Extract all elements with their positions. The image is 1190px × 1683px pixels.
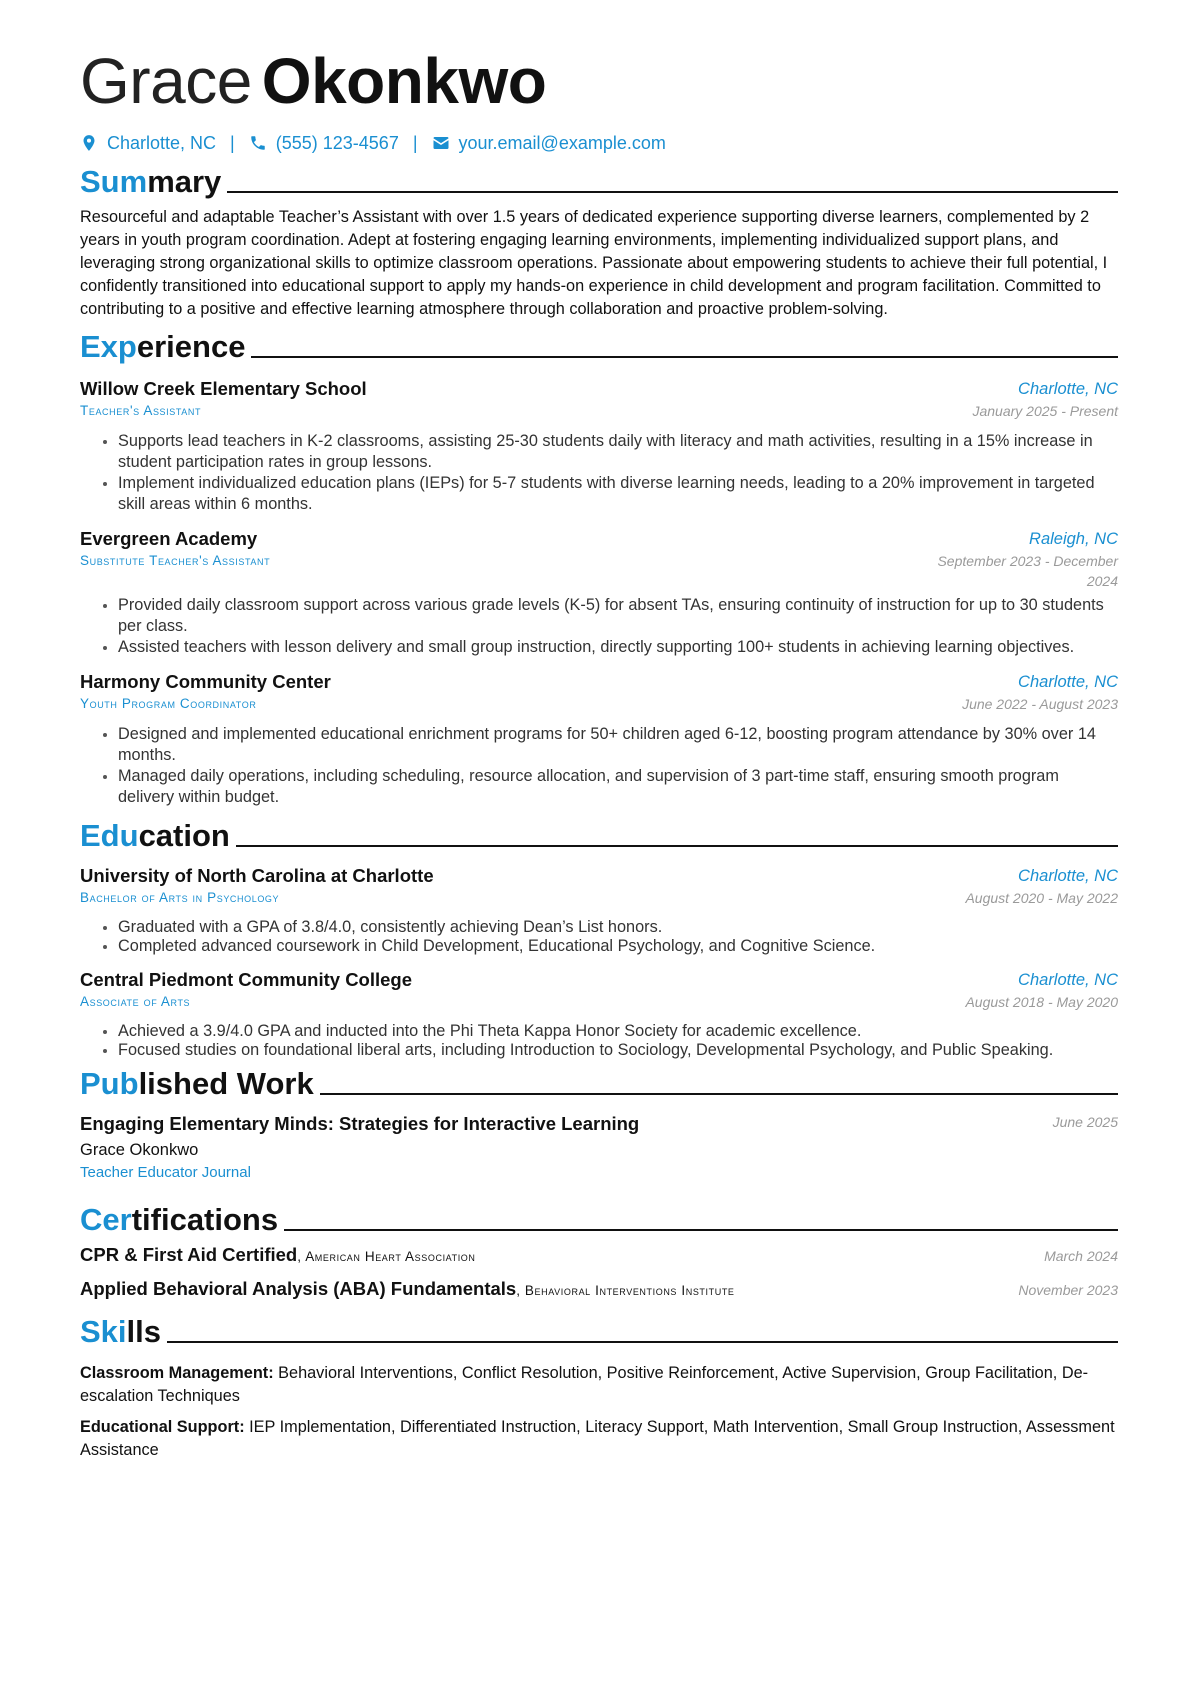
entry-location: Charlotte, NC — [1018, 380, 1118, 398]
section-rule — [320, 1093, 1118, 1095]
certifications-heading — [80, 1202, 1118, 1238]
section-rule — [284, 1229, 1118, 1231]
entry-location: Charlotte, NC — [1018, 673, 1118, 691]
first-name: Grace — [80, 45, 252, 117]
skill-row — [80, 1362, 1118, 1408]
certification-date: March 2024 — [1044, 1248, 1118, 1264]
section-title: Published Work — [80, 1066, 314, 1101]
entry-dates: January 2025 - Present — [972, 403, 1118, 419]
section-rule — [167, 1341, 1118, 1343]
institution-name: University of North Carolina at Charlotte — [80, 865, 434, 886]
entry-dates: June 2022 - August 2023 — [962, 696, 1118, 712]
last-name: Okonkwo — [261, 45, 547, 117]
certification-item: Applied Behavioral Analysis (ABA) Fundamentals, Behavioral Interventions Institute November 2023 — [80, 1278, 1118, 1299]
institution-name: Central Piedmont Community College — [80, 969, 413, 990]
bullet-list — [80, 595, 1118, 658]
bullet-item: • Graduated with a GPA of 3.8/4.0, consistently achieving Dean’s List honors. — [118, 918, 1118, 937]
contact-separator: | — [412, 132, 418, 153]
section-title: Summary — [80, 164, 222, 199]
skill-list: IEP Implementation, Differentiated Instruction, Literacy Support, Math Intervention, Small Group Instruction, Assessment Assistance — [80, 1418, 1115, 1459]
certification-issuer: Behavioral Interventions Institute — [524, 1283, 735, 1298]
section-title: Experience — [80, 329, 246, 364]
publication-author: Grace Okonkwo — [80, 1141, 199, 1159]
resume-page — [80, 0, 1118, 1462]
certification-date: November 2023 — [1018, 1282, 1118, 1298]
job-title: Youth Program Coordinator — [80, 696, 257, 711]
experience-entry — [80, 527, 1118, 658]
bullet-item: • Managed daily operations, including scheduling, resource allocation, and supervision of 3 part-time staff, ensuring smooth program delivery within budget. — [118, 766, 1118, 808]
envelope-icon — [432, 134, 450, 152]
contact-phone[interactable] — [249, 133, 399, 154]
location-text: Charlotte, NC — [107, 132, 217, 153]
education-entry — [80, 864, 1118, 956]
bullet-item: • Achieved a 3.9/4.0 GPA and inducted into the Phi Theta Kappa Honor Society for academic excellence. — [118, 1022, 1118, 1041]
entry-location: Raleigh, NC — [1029, 530, 1118, 548]
entry-location: Charlotte, NC — [1018, 867, 1118, 885]
bullet-item: • Assisted teachers with lesson delivery and small group instruction, directly supporting 100+ students in achieving learning objectives. — [118, 637, 1118, 658]
experience-entry — [80, 377, 1118, 515]
bullet-item: • Focused studies on foundational liberal arts, including Introduction to Sociology, Developmental Psychology, and Public Speaking. — [118, 1041, 1118, 1060]
phone-icon — [249, 134, 267, 152]
experience-heading — [80, 329, 1118, 365]
bullet-item: • Supports lead teachers in K-2 classrooms, assisting 25-30 students daily with literacy and math activities, resulting in a 15% increase in student participation rates in group lessons. — [118, 431, 1118, 473]
candidate-name — [80, 45, 1118, 117]
summary-heading — [80, 164, 1118, 200]
job-title: Teacher's Assistant — [80, 403, 202, 418]
skill-list: Behavioral Interventions, Conflict Resolution, Positive Reinforcement, Active Supervision, Group Facilitation, De-escalation Techniques — [80, 1364, 1089, 1405]
skill-category: Classroom Management: — [80, 1364, 274, 1382]
section-rule — [251, 356, 1118, 358]
organization-name: Evergreen Academy — [80, 528, 258, 549]
entry-dates: September 2023 - December 2024 — [937, 553, 1118, 589]
organization-name: Willow Creek Elementary School — [80, 378, 367, 399]
entry-location: Charlotte, NC — [1018, 971, 1118, 989]
certification-name: CPR & First Aid Certified — [80, 1244, 298, 1265]
bullet-list — [80, 918, 1118, 956]
section-title: Certifications — [80, 1202, 279, 1237]
contact-email[interactable] — [432, 133, 666, 154]
skill-category: Educational Support: — [80, 1418, 245, 1436]
degree-name: Associate of Arts — [80, 994, 191, 1009]
entry-dates: August 2020 - May 2022 — [965, 890, 1118, 906]
certification-issuer: American Heart Association — [305, 1249, 476, 1264]
organization-name: Harmony Community Center — [80, 671, 331, 692]
section-title: Education — [80, 818, 230, 853]
publication-venue: Teacher Educator Journal — [80, 1164, 251, 1181]
bullet-item: • Implement individualized education plans (IEPs) for 5-7 students with diverse learning needs, leading to a 20% improvement in targeted skill areas within 6 months. — [118, 473, 1118, 515]
education-entry — [80, 968, 1118, 1060]
job-title: Substitute Teacher's Assistant — [80, 553, 271, 568]
bullet-list — [80, 1022, 1118, 1060]
skill-row — [80, 1416, 1118, 1462]
experience-entry — [80, 670, 1118, 808]
section-title: Skills — [80, 1314, 161, 1349]
section-rule — [236, 845, 1118, 847]
summary-text: Resourceful and adaptable Teacher’s Assistant with over 1.5 years of dedicated experience supporting diverse learners, complemented by 2 years in youth program coordination. Adept at fostering engaging learning environments, implementing individualized support plans, and leveraging strong organizational skills to optimize classroom operations. Passionate about empowering students to achieve their full potential, I confidently transitioned into educational support to apply my hands-on experience in child development and program facilitation. Committed to contributing to a positive and effective learning atmosphere through collaboration and proactive problem-solving. — [80, 208, 1108, 318]
publication-title: Engaging Elementary Minds: Strategies for Interactive Learning — [80, 1113, 640, 1134]
education-heading — [80, 818, 1118, 854]
map-pin-icon — [80, 134, 98, 152]
bullet-list — [80, 724, 1118, 808]
bullet-item: • Designed and implemented educational enrichment programs for 50+ children aged 6-12, boosting program attendance by 30% over 14 months. — [118, 724, 1118, 766]
contact-bar — [80, 131, 1118, 155]
certification-item: CPR & First Aid Certified, American Heart Association March 2024 — [80, 1244, 1118, 1265]
contact-separator: | — [230, 132, 235, 153]
bullet-item: • Provided daily classroom support across various grade levels (K-5) for absent TAs, ensuring continuity of instruction for up to 30 students per class. — [118, 595, 1118, 637]
bullet-list — [80, 431, 1118, 515]
publication-date: June 2025 — [1052, 1114, 1118, 1130]
contact-location — [80, 133, 216, 154]
bullet-item: • Completed advanced coursework in Child Development, Educational Psychology, and Cognitive Science. — [118, 937, 1118, 956]
skills-heading — [80, 1314, 1118, 1350]
section-rule — [227, 191, 1118, 193]
phone-text: (555) 123-4567 — [275, 132, 399, 153]
certification-name: Applied Behavioral Analysis (ABA) Fundamentals — [80, 1278, 517, 1299]
entry-dates: August 2018 - May 2020 — [965, 994, 1118, 1010]
publication-entry — [80, 1112, 1118, 1184]
degree-name: Bachelor of Arts in Psychology — [80, 890, 280, 905]
certification-list — [80, 1244, 1118, 1312]
email-text: your.email@example.com — [458, 132, 666, 153]
published-work-heading — [80, 1066, 1118, 1102]
